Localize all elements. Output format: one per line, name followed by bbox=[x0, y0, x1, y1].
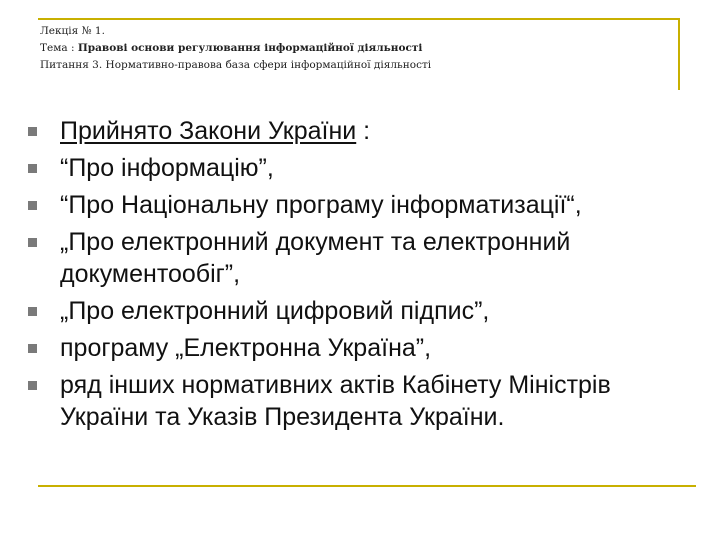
bullet-square-icon bbox=[28, 201, 37, 210]
list-item bbox=[28, 115, 698, 147]
topic-prefix: Тема : bbox=[40, 42, 78, 54]
list-item bbox=[28, 295, 698, 327]
bullet-square-icon bbox=[28, 381, 37, 390]
bullet-text: „Про електронний документ та електронний документообіг”, bbox=[60, 228, 571, 288]
top-rule bbox=[38, 18, 678, 20]
list-item bbox=[28, 226, 698, 290]
bullet-text: „Про електронний цифровий підпис”, bbox=[60, 297, 490, 325]
bullet-square-icon bbox=[28, 344, 37, 353]
bottom-rule bbox=[38, 485, 696, 487]
right-rule bbox=[678, 18, 680, 90]
topic-title: Правові основи регулювання інформаційної діяльності bbox=[77, 42, 423, 54]
bullet-text-underlined: Прийнято Закони України bbox=[60, 117, 357, 145]
bullet-square-icon bbox=[28, 307, 37, 316]
bullet-text: “Про інформацію”, bbox=[60, 154, 274, 182]
bullet-list bbox=[28, 115, 698, 438]
bullet-text: ряд інших нормативних актів Кабінету Міністрів України та Указів Президента України. bbox=[60, 371, 611, 431]
list-item bbox=[28, 332, 698, 364]
bullet-square-icon bbox=[28, 164, 37, 173]
bullet-text: програму „Електронна Україна”, bbox=[60, 334, 432, 362]
list-item bbox=[28, 152, 698, 184]
list-item bbox=[28, 189, 698, 221]
slide-header bbox=[40, 23, 431, 74]
bullet-text: : bbox=[356, 117, 371, 145]
topic-line bbox=[40, 40, 431, 57]
bullet-square-icon bbox=[28, 127, 37, 136]
bullet-square-icon bbox=[28, 238, 37, 247]
lecture-label: Лекція № 1. bbox=[40, 25, 105, 37]
question-line: Питання 3. Нормативно-правова база сфери інформаційної діяльності bbox=[40, 59, 432, 71]
list-item bbox=[28, 369, 698, 433]
bullet-text: “Про Національну програму інформатизації“, bbox=[60, 191, 582, 219]
